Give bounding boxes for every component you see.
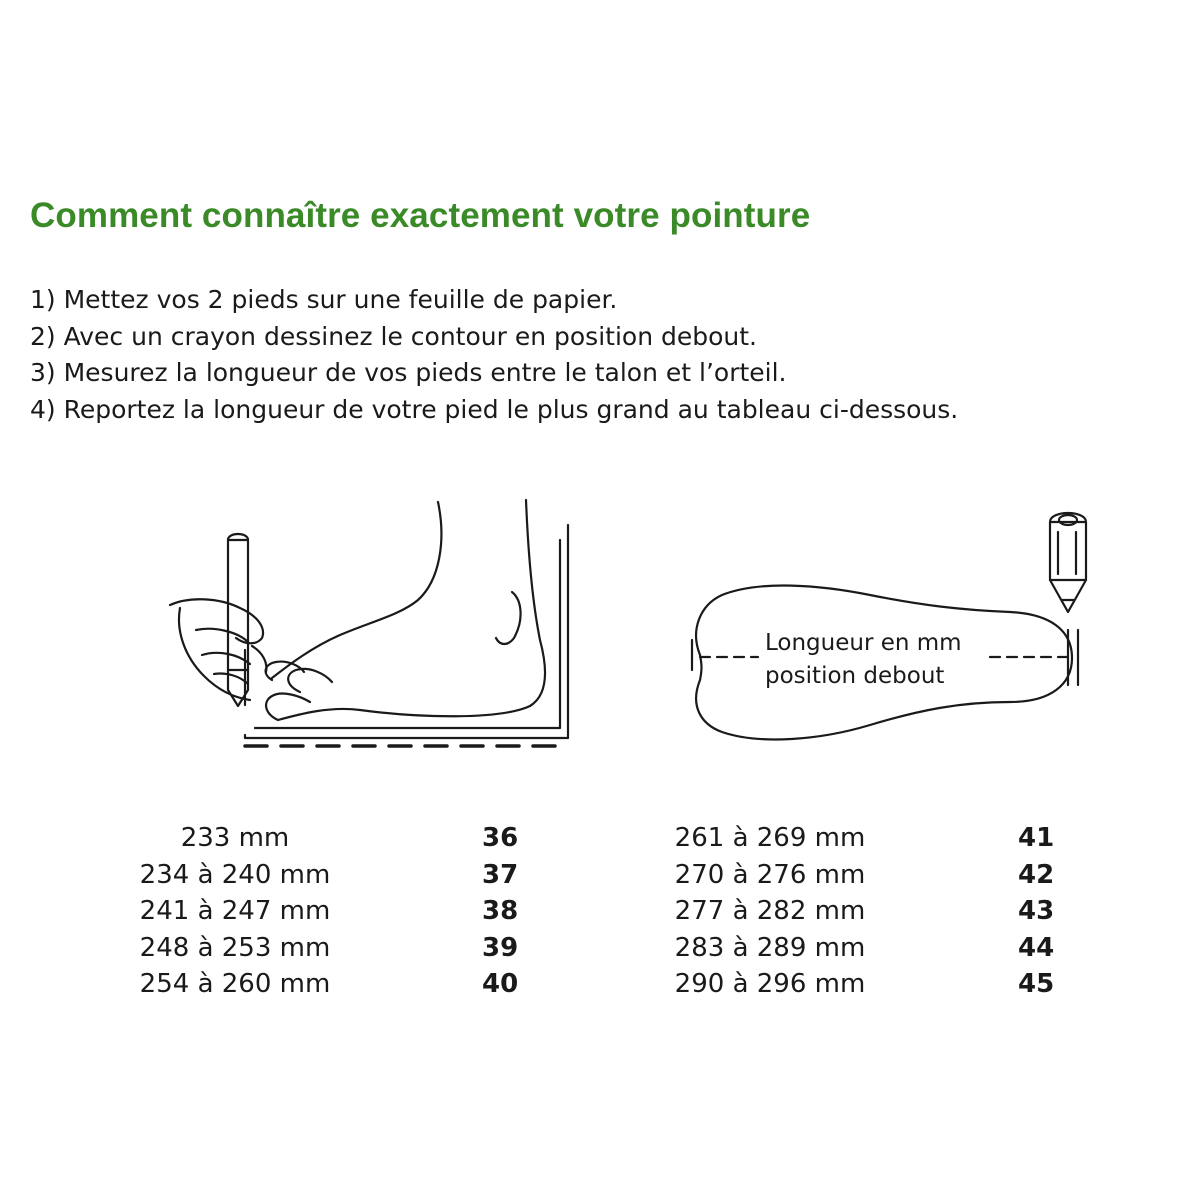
sole-outline-illustration bbox=[692, 513, 1086, 739]
length-range: 277 à 282 mm bbox=[674, 896, 866, 926]
length-range: 290 à 296 mm bbox=[674, 969, 866, 999]
size-table-left bbox=[0, 820, 560, 1003]
step-2: 2) Avec un crayon dessinez le contour en position debout. bbox=[30, 321, 757, 351]
shoe-size: 44 bbox=[1018, 932, 1055, 963]
shoe-size: 41 bbox=[1018, 823, 1055, 853]
shoe-size: 36 bbox=[482, 823, 519, 853]
length-range: 241 à 247 mm bbox=[139, 896, 331, 926]
shoe-size: 39 bbox=[482, 932, 519, 963]
measure-label-line1: Longueur en mm bbox=[765, 630, 962, 656]
measurement-illustrations bbox=[0, 470, 1200, 770]
shoe-size: 38 bbox=[482, 896, 519, 926]
shoe-size: 37 bbox=[482, 859, 519, 890]
size-table-right bbox=[600, 820, 1200, 1003]
length-range: 283 à 289 mm bbox=[674, 932, 866, 963]
length-range: 248 à 253 mm bbox=[139, 932, 331, 963]
length-range: 233 mm bbox=[180, 823, 290, 853]
table-row bbox=[600, 820, 1200, 857]
length-range: 254 à 260 mm bbox=[139, 969, 331, 999]
shoe-size: 42 bbox=[1018, 859, 1055, 890]
table-row bbox=[0, 820, 560, 857]
shoe-size: 40 bbox=[482, 969, 519, 999]
step-4: 4) Reportez la longueur de votre pied le plus grand au tableau ci-dessous. bbox=[30, 394, 959, 424]
table-row bbox=[600, 857, 1200, 894]
step-3: 3) Mesurez la longueur de vos pieds entre le talon et l’orteil. bbox=[30, 358, 787, 387]
shoe-size: 45 bbox=[1018, 969, 1055, 999]
table-row bbox=[600, 966, 1200, 1003]
step-1: 1) Mettez vos 2 pieds sur une feuille de papier. bbox=[30, 285, 618, 314]
table-row bbox=[600, 893, 1200, 930]
foot-side-view-illustration bbox=[170, 500, 568, 746]
instruction-steps bbox=[30, 282, 958, 428]
shoe-size: 43 bbox=[1018, 896, 1055, 926]
length-range: 270 à 276 mm bbox=[674, 859, 866, 890]
table-row bbox=[0, 966, 560, 1003]
table-row bbox=[0, 857, 560, 894]
table-row bbox=[0, 930, 560, 967]
length-range: 261 à 269 mm bbox=[674, 823, 866, 853]
page-title: Comment connaître exactement votre pointure bbox=[30, 196, 811, 235]
measure-label-line2: position debout bbox=[765, 663, 945, 689]
table-row bbox=[600, 930, 1200, 967]
table-row bbox=[0, 893, 560, 930]
length-range: 234 à 240 mm bbox=[139, 859, 331, 890]
